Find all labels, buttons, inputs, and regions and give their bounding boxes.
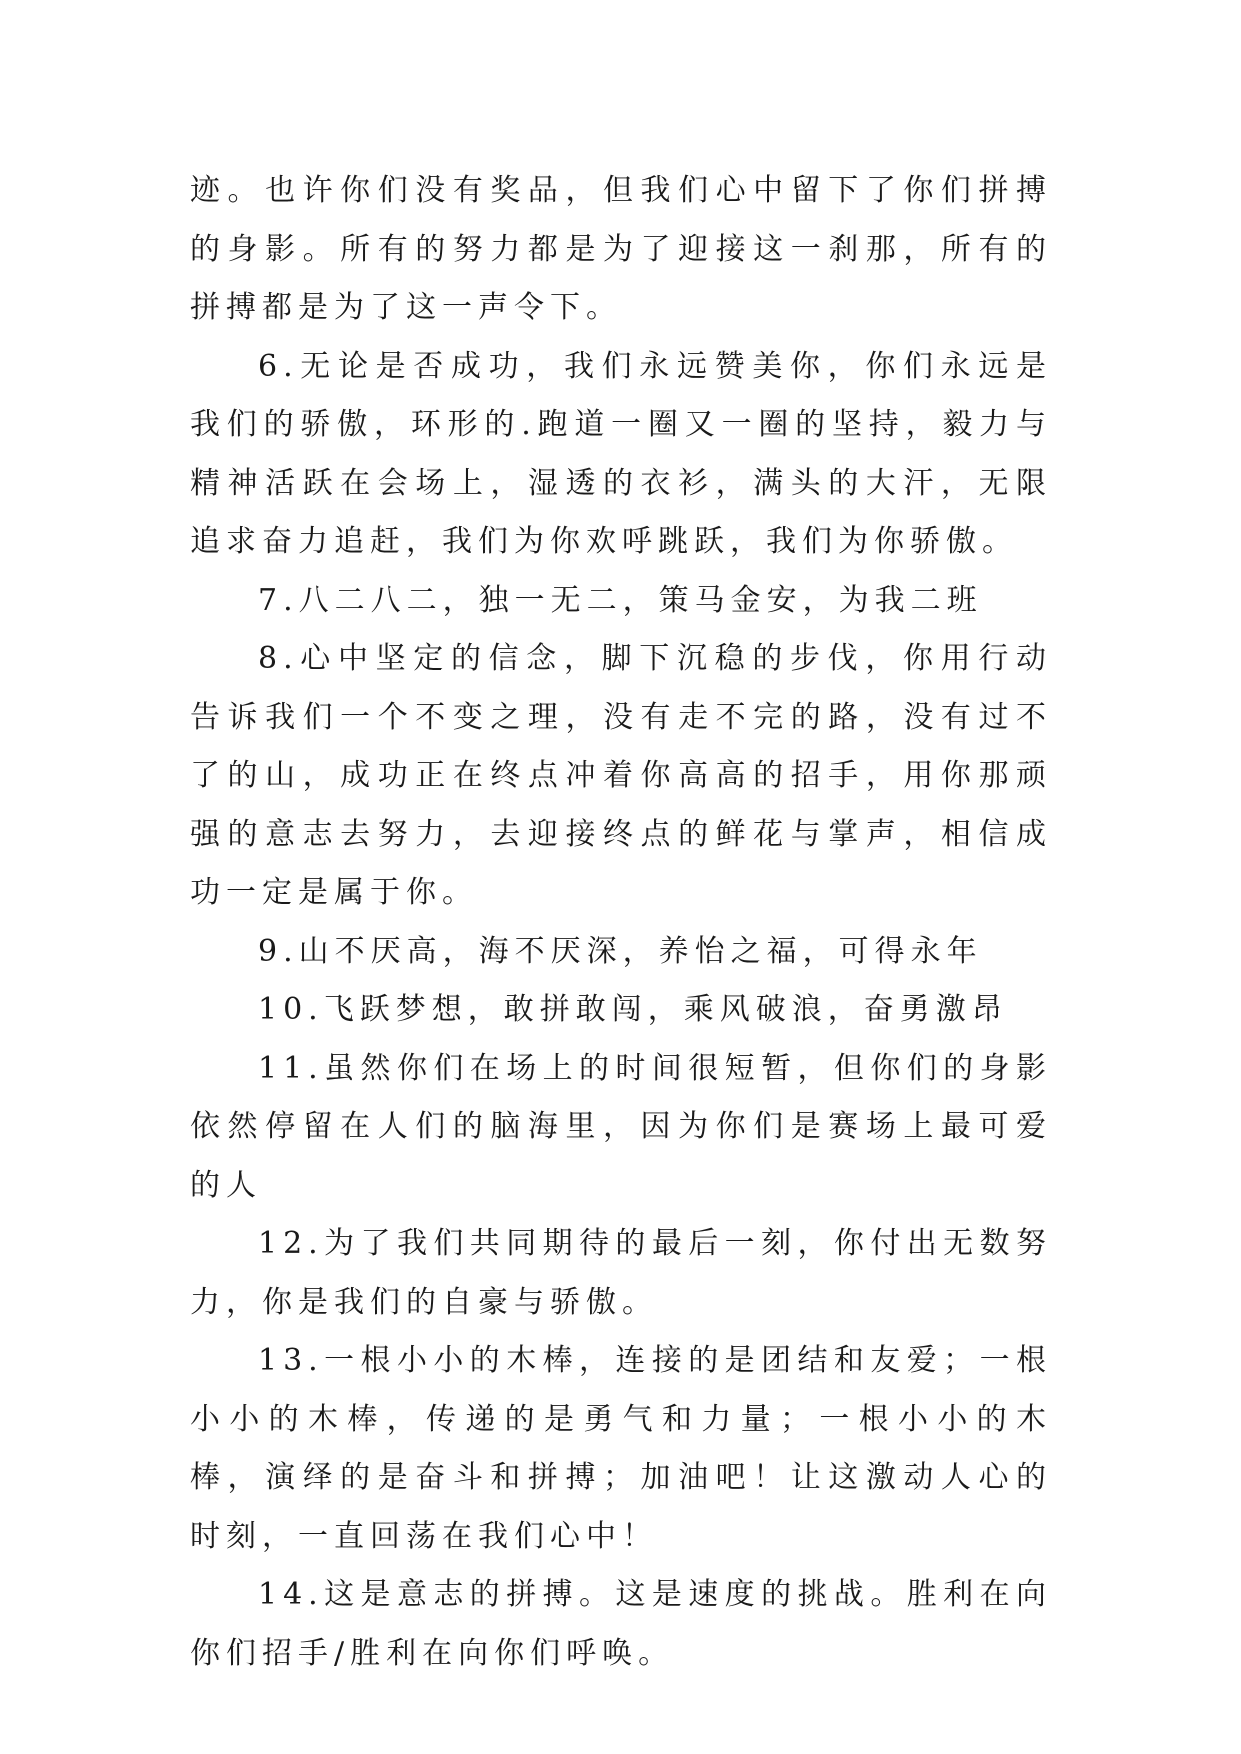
paragraph-item-13: 13.一根小小的木棒，连接的是团结和友爱；一根小小的木棒，传递的是勇气和力量；一根小小的木棒，演绎的是奋斗和拼搏；加油吧！让这激动人心的时刻，一直回荡在我们心中！	[190, 1343, 1052, 1554]
paragraph-item-14: 14.这是意志的拼搏。这是速度的挑战。胜利在向你们招手/胜利在向你们呼唤。	[190, 1577, 1052, 1671]
paragraph-item-9: 9.山不厌高，海不厌深，养怡之福，可得永年	[258, 933, 983, 969]
document-body	[190, 162, 1052, 1683]
paragraph-continuation: 迹。也许你们没有奖品，但我们心中留下了你们拼搏的身影。所有的努力都是为了迎接这一刹那，所有的拼搏都是为了这一声令下。	[190, 173, 1052, 325]
paragraph-item-7: 7.八二八二，独一无二，策马金安，为我二班	[258, 582, 983, 618]
paragraph-item-8: 8.心中坚定的信念，脚下沉稳的步伐，你用行动告诉我们一个不变之理，没有走不完的路，没有过不了的山，成功正在终点冲着你高高的招手，用你那顽强的意志去努力，去迎接终点的鲜花与掌声，相信成功一定是属于你。	[190, 641, 1052, 910]
paragraph-item-12: 12.为了我们共同期待的最后一刻，你付出无数努力，你是我们的自豪与骄傲。	[190, 1226, 1052, 1320]
paragraph-item-11: 11.虽然你们在场上的时间很短暂，但你们的身影依然停留在人们的脑海里，因为你们是赛场上最可爱的人	[190, 1050, 1052, 1203]
paragraph-item-10: 10.飞跃梦想，敢拼敢闯，乘风破浪，奋勇激昂	[258, 992, 1008, 1027]
paragraph-item-6: 6.无论是否成功，我们永远赞美你，你们永远是我们的骄傲，环形的.跑道一圈又一圈的坚持，毅力与精神活跃在会场上，湿透的衣衫，满头的大汗，无限追求奋力追赶，我们为你欢呼跳跃，我们为你骄傲。	[190, 348, 1052, 559]
